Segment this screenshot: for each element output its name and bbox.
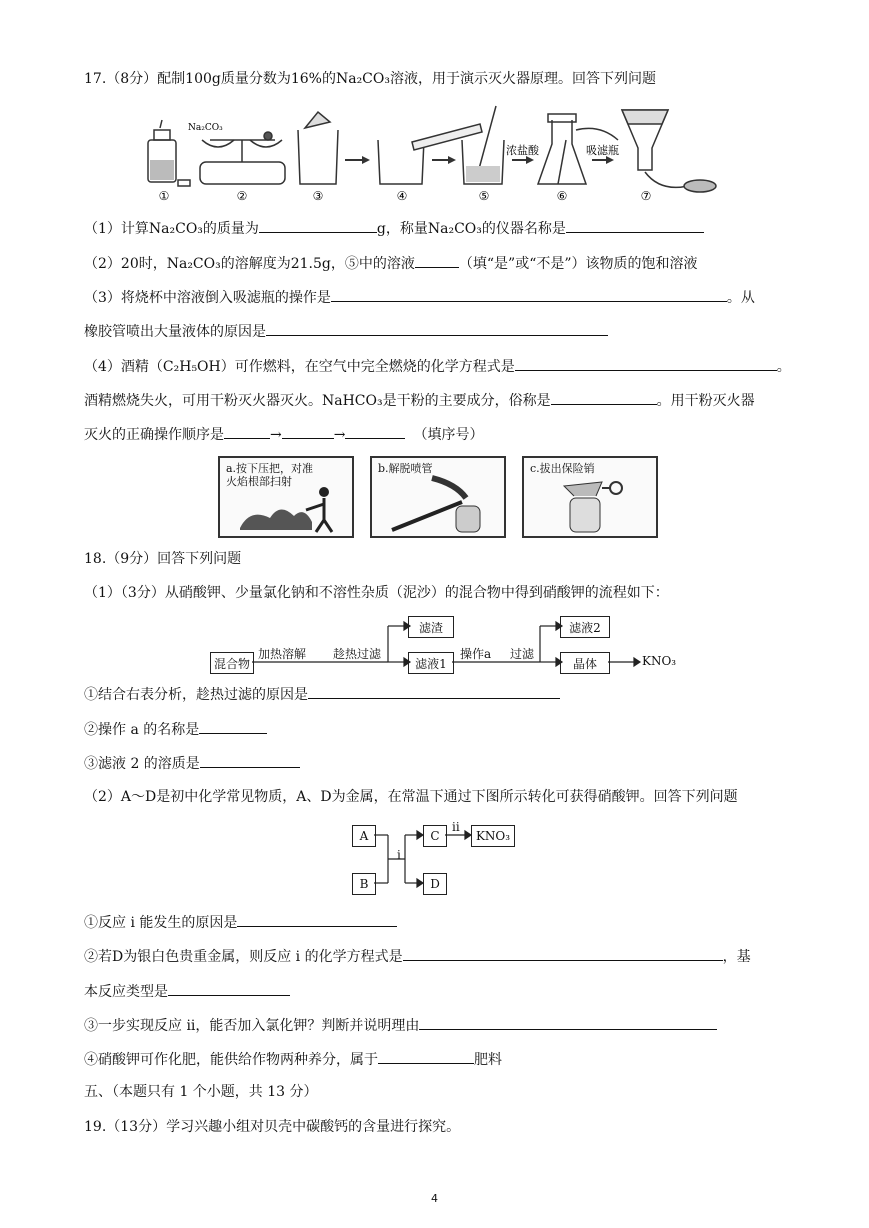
step-num: ① bbox=[158, 189, 170, 203]
step-num: ② bbox=[236, 189, 248, 203]
q18-t4: ④硝酸钾可作化肥，能供给作物两种养分，属于 肥料 bbox=[84, 1049, 502, 1069]
answer-blank[interactable] bbox=[237, 912, 397, 927]
q18-part1: （1）（3分）从硝酸钾、少量氯化钠和不溶性杂质（泥沙）的混合物中得到硝酸钾的流程如下： bbox=[84, 585, 669, 601]
flow-filtrate1: 滤液1 bbox=[408, 652, 454, 674]
label-ii: ii bbox=[452, 820, 460, 834]
q19-header: 19.（13分）学习兴趣小组对贝壳中碳酸钙的含量进行探究。 bbox=[84, 1119, 461, 1135]
flow-filtrate2: 滤液2 bbox=[560, 616, 610, 638]
q17-header: 17.（8分）配制100g质量分数为16%的Na₂CO₃溶液，用于演示灭火器原理。回答下列问题 bbox=[84, 71, 656, 87]
step-num: ④ bbox=[396, 189, 408, 203]
flow-mixture: 混合物 bbox=[210, 652, 254, 674]
q17-part3: （3）将烧杯中溶液倒入吸滤瓶的操作是 。从 bbox=[84, 287, 755, 307]
node-D: D bbox=[423, 873, 447, 895]
section-5-header: 五、（本题只有 1 个小题，共 13 分） bbox=[84, 1084, 318, 1100]
q17-part3-cont: 橡胶管喷出大量液体的原因是 bbox=[84, 321, 608, 341]
q17-part4-order: 灭火的正确操作顺序是 → → （填序号） bbox=[84, 424, 483, 444]
answer-blank[interactable] bbox=[378, 1049, 474, 1064]
flow-residue: 滤渣 bbox=[408, 616, 454, 638]
q17-part1: （1）计算Na₂CO₃的质量为 g，称量Na₂CO₃的仪器名称是 bbox=[84, 218, 704, 238]
flow-product: KNO₃ bbox=[642, 654, 677, 668]
q18-t1: ①反应 i 能发生的原因是 bbox=[84, 912, 397, 932]
flow-hot-filter: 趁热过滤 bbox=[333, 647, 382, 661]
answer-blank[interactable] bbox=[403, 946, 723, 961]
label-conc-hcl: 浓盐酸 bbox=[506, 144, 539, 157]
answer-blank[interactable] bbox=[168, 981, 290, 996]
node-C: C bbox=[423, 825, 447, 847]
q18-s3: ③滤液 2 的溶质是 bbox=[84, 753, 300, 773]
q17-part4: （4）酒精（C₂H₅OH）可作燃料，在空气中完全燃烧的化学方程式是 。 bbox=[84, 356, 791, 376]
card-c: c.拔出保险销 bbox=[522, 456, 658, 538]
step-num: ③ bbox=[312, 189, 324, 203]
card-b: b.解脱喷管 bbox=[370, 456, 506, 538]
q18-s1: ①结合右表分析，趁热过滤的原因是 bbox=[84, 684, 560, 704]
q18-t2: ②若D为银白色贵重金属，则反应 i 的化学方程式是 ，基 bbox=[84, 946, 751, 966]
q17-part4-cont: 酒精燃烧失火，可用干粉灭火器灭火。NaHCO₃是干粉的主要成分，俗称是 。用干粉灭火器 bbox=[84, 390, 755, 410]
label-filter-flask: 吸滤瓶 bbox=[586, 144, 619, 157]
flow-filter: 过滤 bbox=[510, 647, 535, 661]
flow-crystal: 晶体 bbox=[560, 652, 610, 674]
node-B: B bbox=[352, 873, 376, 895]
q18-part2: （2）A～D是初中化学常见物质，A、D为金属，在常温下通过下图所示转化可获得硝酸钾。回答下列问题 bbox=[84, 789, 738, 805]
node-kno3: KNO₃ bbox=[471, 825, 515, 847]
q18-t2-cont: 本反应类型是 bbox=[84, 981, 290, 1001]
flow-heat-dissolve: 加热溶解 bbox=[258, 647, 307, 661]
q17-part2: （2）20时，Na₂CO₃的溶解度为21.5g，⑤中的溶液 （填“是”或“不是”）该物质的饱和溶液 bbox=[84, 253, 698, 273]
step-num: ⑥ bbox=[556, 189, 568, 203]
step-num: ⑤ bbox=[478, 189, 490, 203]
node-A: A bbox=[352, 825, 376, 847]
q18-t3: ③一步实现反应 ii，能否加入氯化钾？判断并说明理由 bbox=[84, 1015, 717, 1035]
page-number: 4 bbox=[431, 1192, 438, 1205]
q18-s2: ②操作 a 的名称是 bbox=[84, 719, 267, 739]
step-num: ⑦ bbox=[640, 189, 652, 203]
flow-op-a: 操作a bbox=[460, 647, 492, 661]
label-na2co3: Na₂CO₃ bbox=[188, 123, 223, 133]
answer-blank[interactable] bbox=[419, 1015, 717, 1030]
q18-header: 18.（9分）回答下列问题 bbox=[84, 551, 242, 567]
card-a: a.按下压把，对准 火焰根部扫射 bbox=[218, 456, 354, 538]
label-i: i bbox=[397, 848, 401, 862]
